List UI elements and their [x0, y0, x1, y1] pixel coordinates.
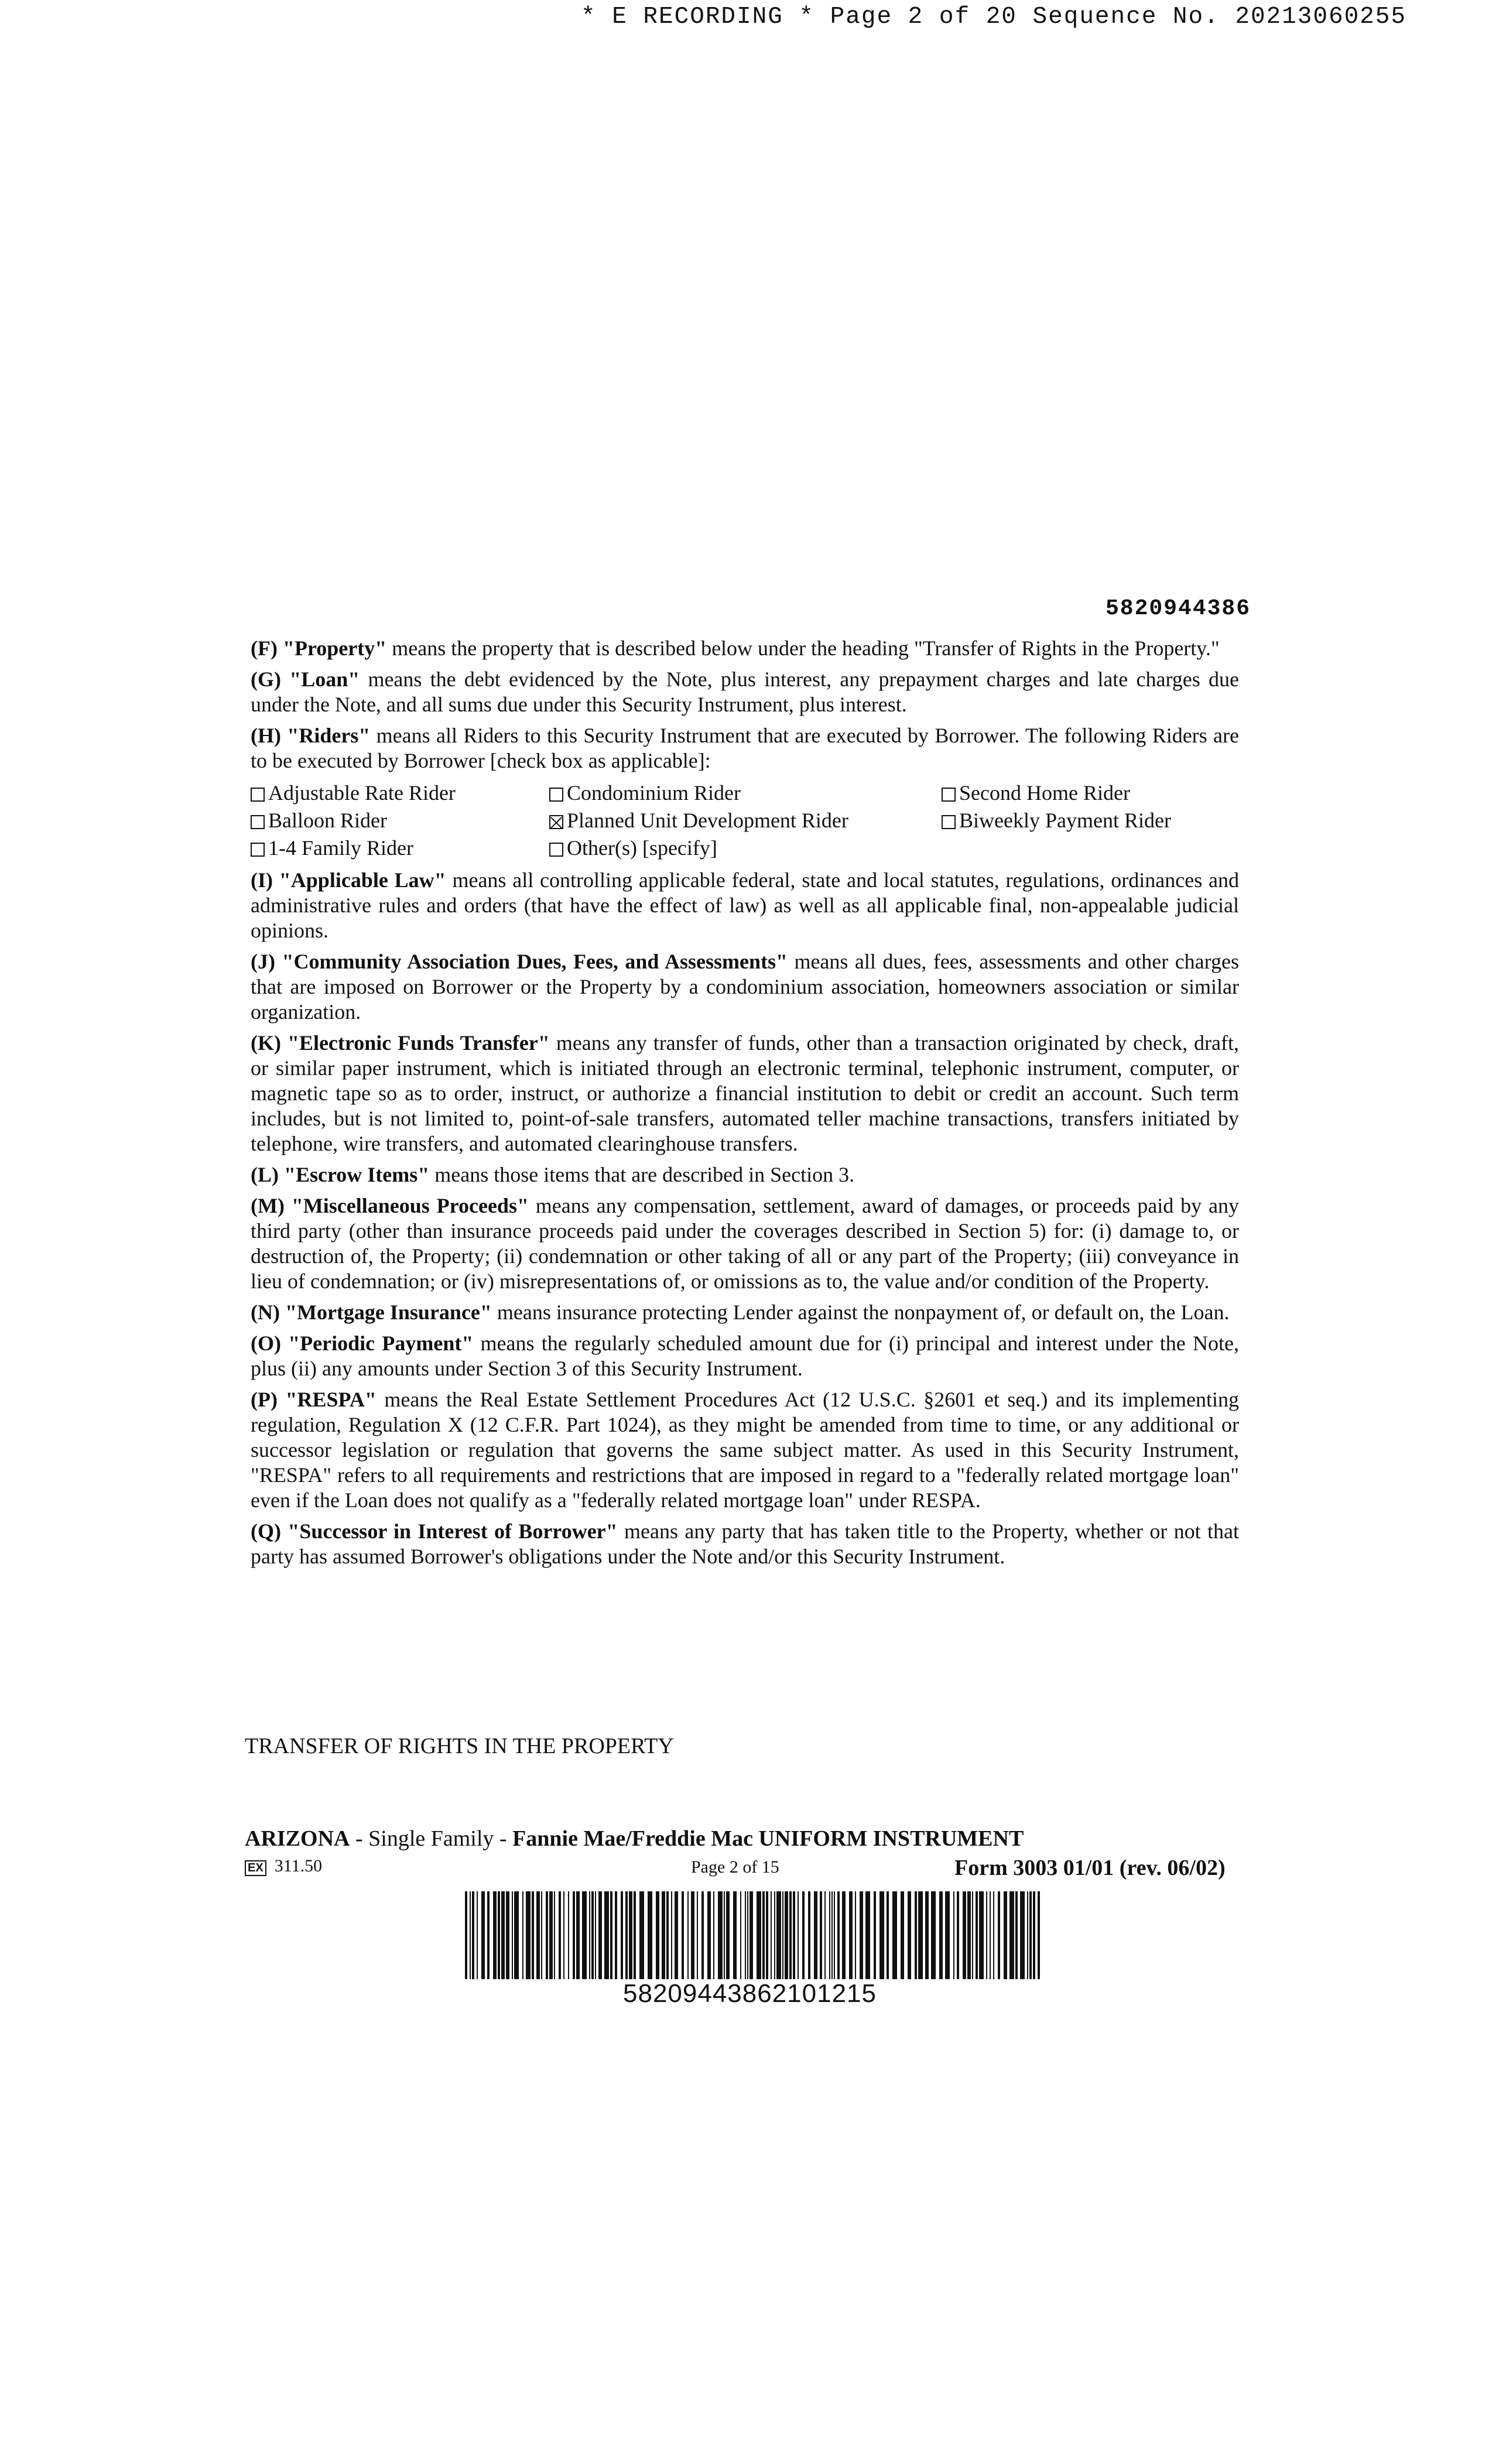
- rider-label: Balloon Rider: [268, 809, 387, 832]
- definition-term: (H) "Riders": [251, 724, 371, 747]
- rider-option: [549, 779, 942, 807]
- definition-text: means the regularly scheduled amount due for (i) principal and interest under the Note, plus (ii) any amounts under Section 3 of this Security Instrument.: [251, 1332, 1239, 1380]
- definition-paragraph: [251, 1387, 1239, 1513]
- footer-form-title: [245, 1826, 1024, 1852]
- unchecked-box-icon: [251, 815, 265, 829]
- definition-text: means any transfer of funds, other than a transaction originated by check, draft, or similar paper instrument, which is initiated through an electronic terminal, telephonic instrument, computer, or magnetic tape so as to order, instruct, or authorize a financial institution to debit or credit an account. Such term includes, but is not limited to, point-of-sale transfers, automated teller machine transactions, transfers initiated by telephone, wire transfers, and automated clearinghouse transfers.: [251, 1031, 1240, 1155]
- unchecked-box-icon: [251, 788, 265, 802]
- unchecked-box-icon: [942, 815, 956, 829]
- rider-option: [942, 807, 1239, 834]
- footer-form-code: [245, 1856, 322, 1876]
- definition-term: (Q) "Successor in Interest of Borrower": [251, 1520, 618, 1543]
- definition-text: means all Riders to this Security Instrument that are executed by Borrower. The following Riders are to be executed by Borrower [check box as applicable]:: [251, 724, 1239, 772]
- rider-option: [251, 834, 549, 862]
- rider-label: Biweekly Payment Rider: [959, 809, 1171, 832]
- rider-option: [942, 779, 1239, 807]
- barcode-number: 58209443862101215: [623, 1979, 877, 2008]
- ex-badge-icon: EX: [245, 1860, 266, 1876]
- definitions-list-continued: [251, 868, 1239, 1569]
- form-code: 311.50: [274, 1856, 323, 1876]
- footer-title-end: Fannie Mae/Freddie Mac UNIFORM INSTRUMENT: [512, 1826, 1024, 1851]
- rider-label: Second Home Rider: [959, 781, 1130, 805]
- rider-label: Adjustable Rate Rider: [268, 781, 456, 805]
- definition-paragraph: [251, 1162, 1239, 1187]
- definition-paragraph: [251, 1193, 1239, 1294]
- rider-label: Condominium Rider: [567, 781, 741, 805]
- definition-term: (L) "Escrow Items": [251, 1163, 430, 1186]
- definition-term: (K) "Electronic Funds Transfer": [251, 1031, 550, 1055]
- definition-term: (M) "Miscellaneous Proceeds": [251, 1194, 529, 1217]
- definition-paragraph: [251, 949, 1239, 1025]
- definition-paragraph: [251, 636, 1239, 661]
- definition-term: (O) "Periodic Payment": [251, 1332, 474, 1355]
- definition-text: means all controlling applicable federal, state and local statutes, regulations, ordinances and administrative rules and orders (that have the effect of law) as well as all applicable final, non-appealable judicial opinions.: [251, 868, 1239, 942]
- unchecked-box-icon: [549, 788, 563, 802]
- checked-box-icon: [549, 815, 563, 829]
- definition-paragraph: [251, 1300, 1239, 1325]
- rider-option: [251, 779, 549, 807]
- unchecked-box-icon: [942, 788, 956, 802]
- rider-label: Other(s) [specify]: [567, 836, 717, 860]
- rider-label: Planned Unit Development Rider: [567, 809, 848, 832]
- loan-number: 5820944386: [1106, 596, 1251, 621]
- definition-term: (J) "Community Association Dues, Fees, and Assessments": [251, 950, 788, 973]
- section-heading: TRANSFER OF RIGHTS IN THE PROPERTY: [245, 1734, 674, 1758]
- rider-label: 1-4 Family Rider: [268, 836, 413, 860]
- unchecked-box-icon: [549, 843, 563, 857]
- definition-term: (P) "RESPA": [251, 1388, 377, 1411]
- definition-text: means the debt evidenced by the Note, plus interest, any prepayment charges and late charges due under the Note, and all sums due under this Security Instrument, plus interest.: [251, 668, 1240, 716]
- definitions-list: [251, 636, 1239, 774]
- definition-text: means any party that has taken title to the Property, whether or not that party has assumed Borrower's obligations under the Note and/or this Security Instrument.: [251, 1520, 1240, 1568]
- definition-text: means any compensation, settlement, award of damages, or proceeds paid by any third party (other than insurance proceeds paid under the coverages described in Section 5) for: (i) damage to, or destruction of, the Property; (ii) condemnation or other taking of all or any part of the Property; (iii) conveyance in lieu of condemnation; or (iv) misrepresentations of, or omissions as to, the value and/or condition of the Property.: [251, 1194, 1239, 1293]
- barcode-icon: [463, 1891, 1042, 1979]
- definition-paragraph: [251, 723, 1239, 774]
- footer-title-middle: - Single Family -: [350, 1826, 513, 1851]
- footer-state: ARIZONA: [245, 1826, 350, 1851]
- definition-text: means those items that are described in Section 3.: [429, 1163, 855, 1186]
- riders-checklist: [251, 779, 1239, 862]
- definition-text: means insurance protecting Lender against the nonpayment of, or default on, the Loan.: [491, 1301, 1230, 1324]
- rider-option: [549, 807, 942, 834]
- footer-page-number: Page 2 of 15: [691, 1857, 779, 1877]
- document-body: [251, 636, 1239, 1575]
- definition-paragraph: [251, 1331, 1239, 1381]
- definition-term: (G) "Loan": [251, 668, 360, 691]
- rider-option: [251, 807, 549, 834]
- definition-text: means the property that is described below under the heading "Transfer of Rights in the Property.": [386, 636, 1220, 660]
- definition-text: means the Real Estate Settlement Procedures Act (12 U.S.C. §2601 et seq.) and its implementing regulation, Regulation X (12 C.F.R. Part 1024), as they might be amended from time to time, or any additional or successor legislation or regulation that governs the same subject matter. As used in this Security Instrument, "RESPA" refers to all requirements and restrictions that are imposed in regard to a "federally related mortgage loan" even if the Loan does not qualify as a "federally related mortgage loan" under RESPA.: [251, 1388, 1239, 1512]
- footer-form-number: Form 3003 01/01 (rev. 06/02): [954, 1856, 1226, 1880]
- definition-paragraph: [251, 868, 1239, 943]
- unchecked-box-icon: [251, 843, 265, 857]
- definition-paragraph: [251, 667, 1239, 717]
- definition-text: means all dues, fees, assessments and other charges that are imposed on Borrower or the Property by a condominium association, homeowners association or similar organization.: [251, 950, 1239, 1024]
- definition-term: (I) "Applicable Law": [251, 868, 446, 892]
- definition-paragraph: [251, 1519, 1239, 1569]
- definition-paragraph: [251, 1031, 1239, 1156]
- recording-header: * E RECORDING * Page 2 of 20 Sequence No. 20213060255: [580, 4, 1406, 30]
- rider-option: [549, 834, 942, 862]
- definition-term: (N) "Mortgage Insurance": [251, 1301, 492, 1324]
- definition-term: (F) "Property": [251, 636, 387, 660]
